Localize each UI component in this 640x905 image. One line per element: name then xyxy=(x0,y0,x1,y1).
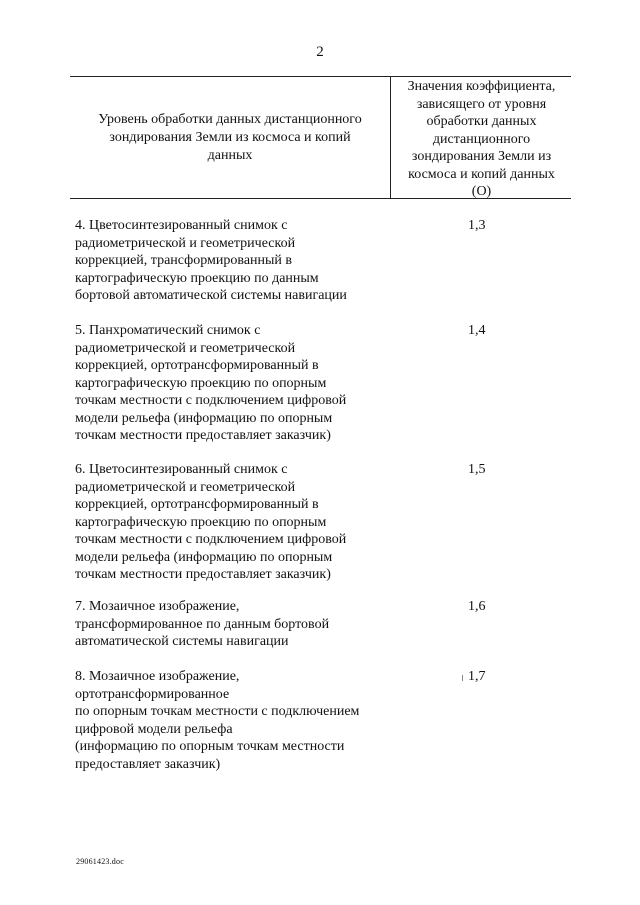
row-description: 5. Панхроматический снимок с радиометрической и геометрической коррекцией, ортотрансформированный в картографическую проекцию по опорным точкам местности с подключением цифровой модели рельефа (информацию по опорным точкам местности предоставляет заказчик) xyxy=(75,323,347,443)
table-top-rule xyxy=(70,76,571,77)
page-number: 2 xyxy=(316,44,324,60)
column-header-processing-level: Уровень обработки данных дистанционного зондирования Земли из космоса и копий данных xyxy=(98,112,362,163)
footer-filename: 29061423.doc xyxy=(76,857,124,866)
row-coefficient: 1,4 xyxy=(468,323,486,338)
row-coefficient: 1,6 xyxy=(468,599,486,614)
row-coefficient: 1,3 xyxy=(468,218,486,233)
header-column-divider xyxy=(390,76,391,199)
scan-artifact-mark xyxy=(462,675,463,681)
row-coefficient: 1,5 xyxy=(468,462,486,477)
row-coefficient: 1,7 xyxy=(468,669,486,684)
row-description: 8. Мозаичное изображение, ортотрансформированное по опорным точкам местности с подключением цифровой модели рельефа (информацию по опорным точкам местности предоставляет заказчик) xyxy=(75,669,360,772)
row-description: 7. Мозаичное изображение, трансформированное по данным бортовой автоматической системы навигации xyxy=(75,599,330,649)
row-description: 6. Цветосинтезированный снимок с радиометрической и геометрической коррекцией, ортотрансформированный в картографическую проекцию по опорным точкам местности с подключением цифровой модели рельефа (информацию по опорным точкам местности предоставляет заказчик) xyxy=(75,462,347,582)
column-header-coefficient: Значения коэффициента, зависящего от уровня обработки данных дистанционного зондирования Земли из космоса и копий данных (О) xyxy=(407,79,556,199)
row-description: 4. Цветосинтезированный снимок с радиометрической и геометрической коррекцией, трансформированный в картографическую проекцию по данным бортовой автоматической системы навигации xyxy=(75,218,347,303)
